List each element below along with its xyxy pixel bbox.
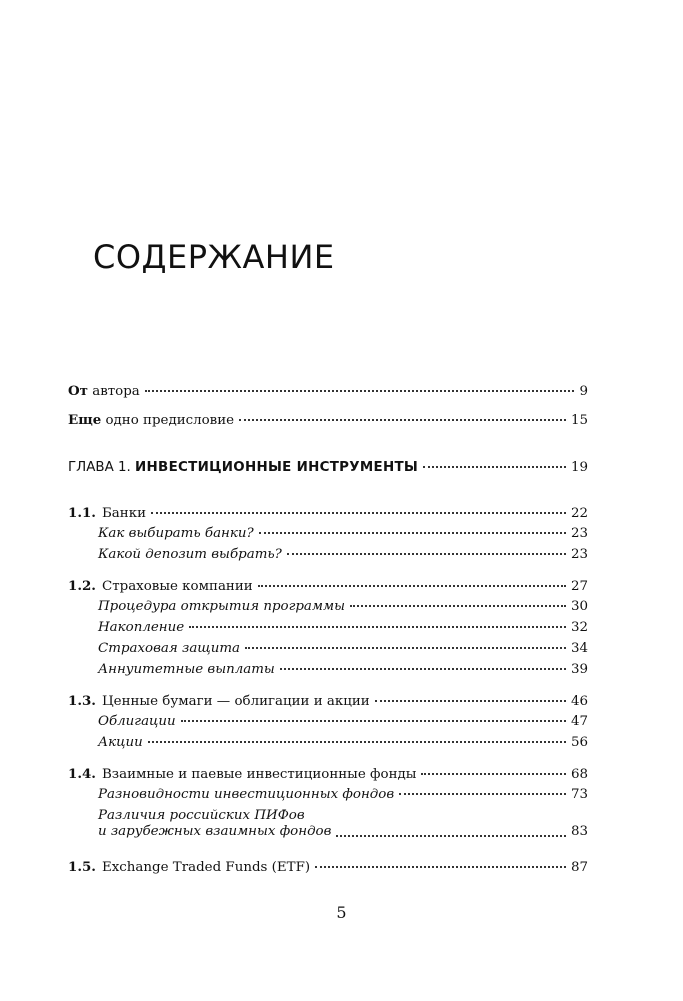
section-label: Ценные бумаги — облигации и акции — [101, 694, 370, 709]
subsection-label: Накопление — [98, 620, 185, 635]
subsection-label: Облигации — [98, 714, 176, 729]
leader-dots — [258, 585, 566, 587]
section-label: Exchange Traded Funds (ETF) — [101, 860, 311, 875]
toc-subsection[interactable] — [98, 714, 588, 730]
subsection-label: Какой депозит выбрать? — [98, 547, 282, 562]
toc-page-number: 32 — [570, 620, 588, 635]
leader-dots — [375, 700, 566, 702]
toc-page-number: 9 — [579, 384, 588, 399]
toc-entry-label: Еще одно предисловие — [68, 412, 235, 428]
leader-dots — [245, 647, 566, 649]
subsection-label: Процедура открытия программы — [98, 599, 346, 614]
toc-subsection[interactable] — [98, 599, 588, 615]
toc-page-number: 34 — [570, 641, 588, 656]
toc-page-number: 47 — [570, 714, 588, 729]
leader-dots — [148, 741, 566, 743]
page-title: СОДЕРЖАНИЕ — [93, 238, 335, 276]
subsection-label: Акции — [98, 735, 143, 750]
leader-dots — [315, 866, 566, 868]
chapter-prefix: ГЛАВА 1. — [68, 460, 131, 475]
toc-subsection[interactable] — [98, 662, 588, 678]
subsection-label: Как выбирать банки? — [98, 526, 254, 541]
leader-dots — [145, 390, 575, 392]
toc-subsection[interactable] — [98, 620, 588, 636]
toc-page-number: 23 — [570, 526, 588, 541]
leader-dots — [336, 835, 566, 837]
toc-page-number: 30 — [570, 599, 588, 614]
section-label: Страховые компании — [101, 579, 253, 594]
chapter-name: ИНВЕСТИЦИОННЫЕ ИНСТРУМЕНТЫ — [135, 460, 419, 475]
leader-dots — [287, 553, 566, 555]
leader-dots — [151, 512, 566, 514]
section-number: 1.3. — [68, 693, 96, 709]
toc-page-number: 39 — [570, 662, 588, 677]
section-number: 1.2. — [68, 578, 96, 594]
toc-page-number: 56 — [570, 735, 588, 750]
leader-dots — [189, 626, 566, 628]
subsection-label-line-2: и зарубежных взаимных фондов — [98, 824, 332, 839]
toc-page-number: 83 — [570, 824, 588, 839]
toc-subsection[interactable] — [98, 547, 588, 563]
toc-section-1-4[interactable] — [68, 766, 588, 783]
leader-dots — [181, 720, 566, 722]
toc-subsection[interactable] — [98, 808, 588, 840]
toc-page-number: 87 — [570, 860, 588, 875]
subsection-label — [98, 808, 331, 840]
subsection-label-line-1: Различия российских ПИФов — [98, 808, 305, 823]
section-label: Банки — [101, 506, 147, 521]
page-number: 5 — [336, 903, 347, 922]
section-label: Взаимные и паевые инвестиционные фонды — [101, 767, 417, 782]
toc-section-1-5[interactable] — [68, 859, 588, 876]
toc-page-number: 27 — [570, 579, 588, 594]
toc-entry-another-preface[interactable] — [68, 412, 588, 429]
leader-dots — [280, 668, 566, 670]
toc-page-number: 73 — [570, 787, 588, 802]
toc-page-number: 46 — [570, 694, 588, 709]
toc-subsection[interactable] — [98, 787, 588, 803]
section-number: 1.1. — [68, 505, 96, 521]
toc-section-1-3[interactable] — [68, 693, 588, 710]
leader-dots — [239, 419, 566, 421]
subsection-label: Разновидности инвестиционных фондов — [98, 787, 395, 802]
toc-subsection[interactable] — [98, 735, 588, 751]
toc-section-1-1[interactable] — [68, 505, 588, 522]
section-number: 1.4. — [68, 766, 96, 782]
leader-dots — [421, 773, 566, 775]
section-number: 1.5. — [68, 859, 96, 875]
leader-dots — [259, 532, 566, 534]
toc-entry-label: От автора — [68, 383, 140, 399]
toc-page-number: 15 — [570, 413, 588, 428]
toc-subsection[interactable] — [98, 526, 588, 542]
leader-dots — [423, 466, 566, 468]
toc-page-number: 19 — [570, 460, 588, 475]
toc-page-number: 22 — [570, 506, 588, 521]
leader-dots — [399, 793, 566, 795]
toc-page-number: 68 — [570, 767, 588, 782]
subsection-label: Аннуитетные выплаты — [98, 662, 275, 677]
toc-chapter-1[interactable] — [68, 460, 588, 476]
toc-subsection[interactable] — [98, 641, 588, 657]
leader-dots — [350, 605, 566, 607]
subsection-label: Страховая защита — [98, 641, 241, 656]
toc-page-number: 23 — [570, 547, 588, 562]
toc-section-1-2[interactable] — [68, 578, 588, 595]
toc-entry-from-author[interactable] — [68, 383, 588, 400]
chapter-title — [68, 460, 418, 476]
